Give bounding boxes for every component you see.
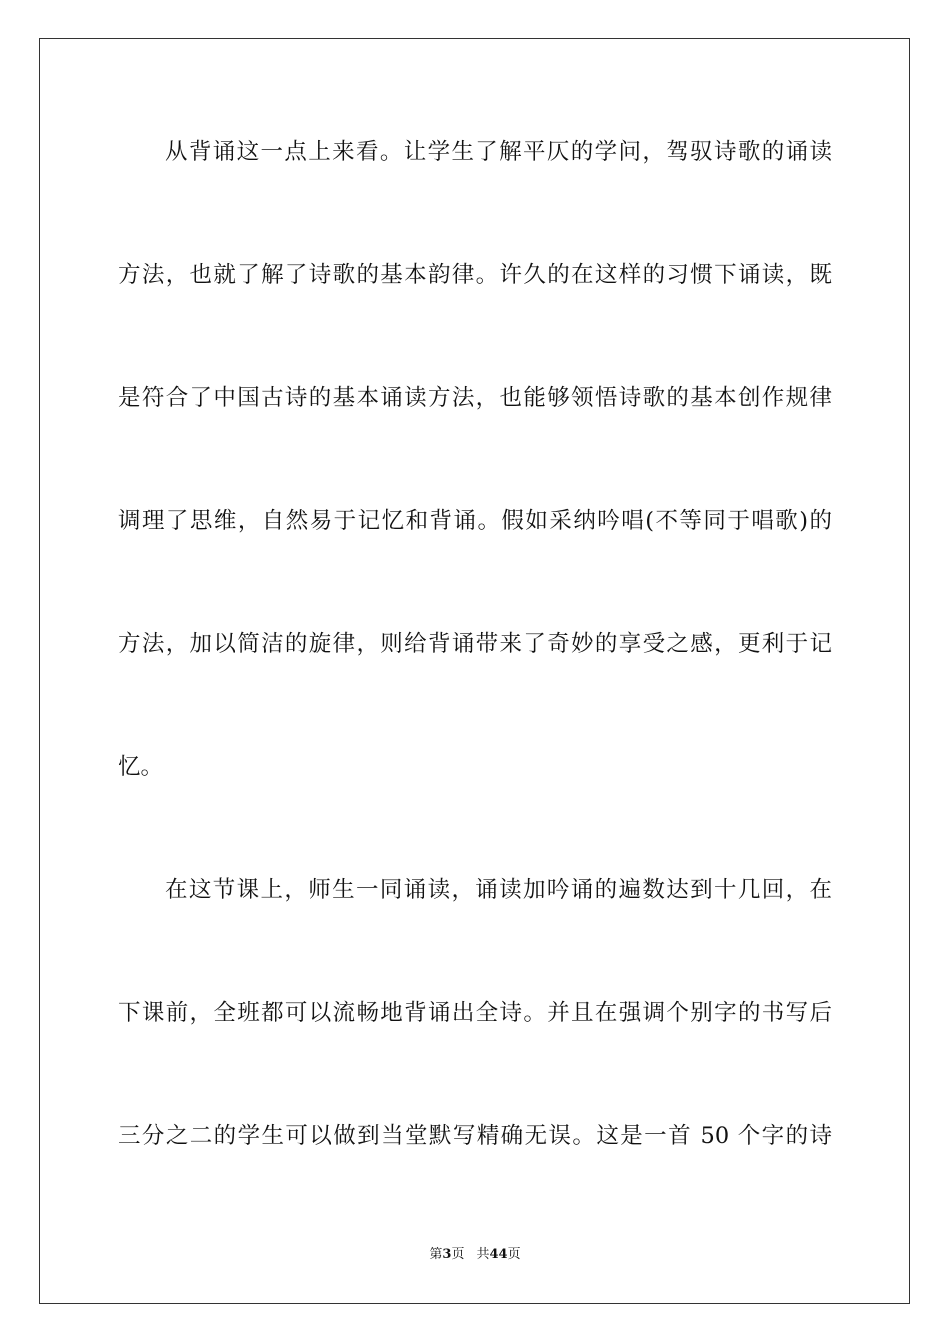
page-footer	[0, 1245, 950, 1265]
total-prefix: 共	[476, 1247, 490, 1262]
page-prefix: 第	[429, 1247, 443, 1262]
paragraph-2-line-1: 在这节课上，师生一同诵读，诵读加吟诵的遍数达到十几回，在	[165, 877, 832, 903]
total-pages: 44	[489, 1247, 508, 1262]
paragraph-2-line-2: 下课前，全班都可以流畅地背诵出全诗。并且在强调个别字的书写后	[118, 1000, 832, 1026]
paragraph-1-line-2: 方法，也就了解了诗歌的基本韵律。许久的在这样的习惯下诵读，既	[118, 262, 832, 288]
paragraph-1-line-6: 忆。	[118, 754, 164, 780]
paragraph-1-line-3: 是符合了中国古诗的基本诵读方法，也能够领悟诗歌的基本创作规律	[118, 385, 832, 411]
paragraph-1-line-4: 调理了思维，自然易于记忆和背诵。假如采纳吟唱(不等同于唱歌)的	[118, 508, 832, 534]
paragraph-1-line-5: 方法，加以简洁的旋律，则给背诵带来了奇妙的享受之感，更利于记	[118, 631, 832, 657]
total-suffix: 页	[507, 1247, 521, 1262]
page-number: 3	[442, 1247, 452, 1262]
page-suffix: 页	[451, 1247, 465, 1262]
paragraph-2-line-3: 三分之二的学生可以做到当堂默写精确无误。这是一首 50 个字的诗	[118, 1123, 832, 1149]
paragraph-1-line-1: 从背诵这一点上来看。让学生了解平仄的学问，驾驭诗歌的诵读	[165, 139, 832, 165]
page-border	[39, 38, 910, 1304]
